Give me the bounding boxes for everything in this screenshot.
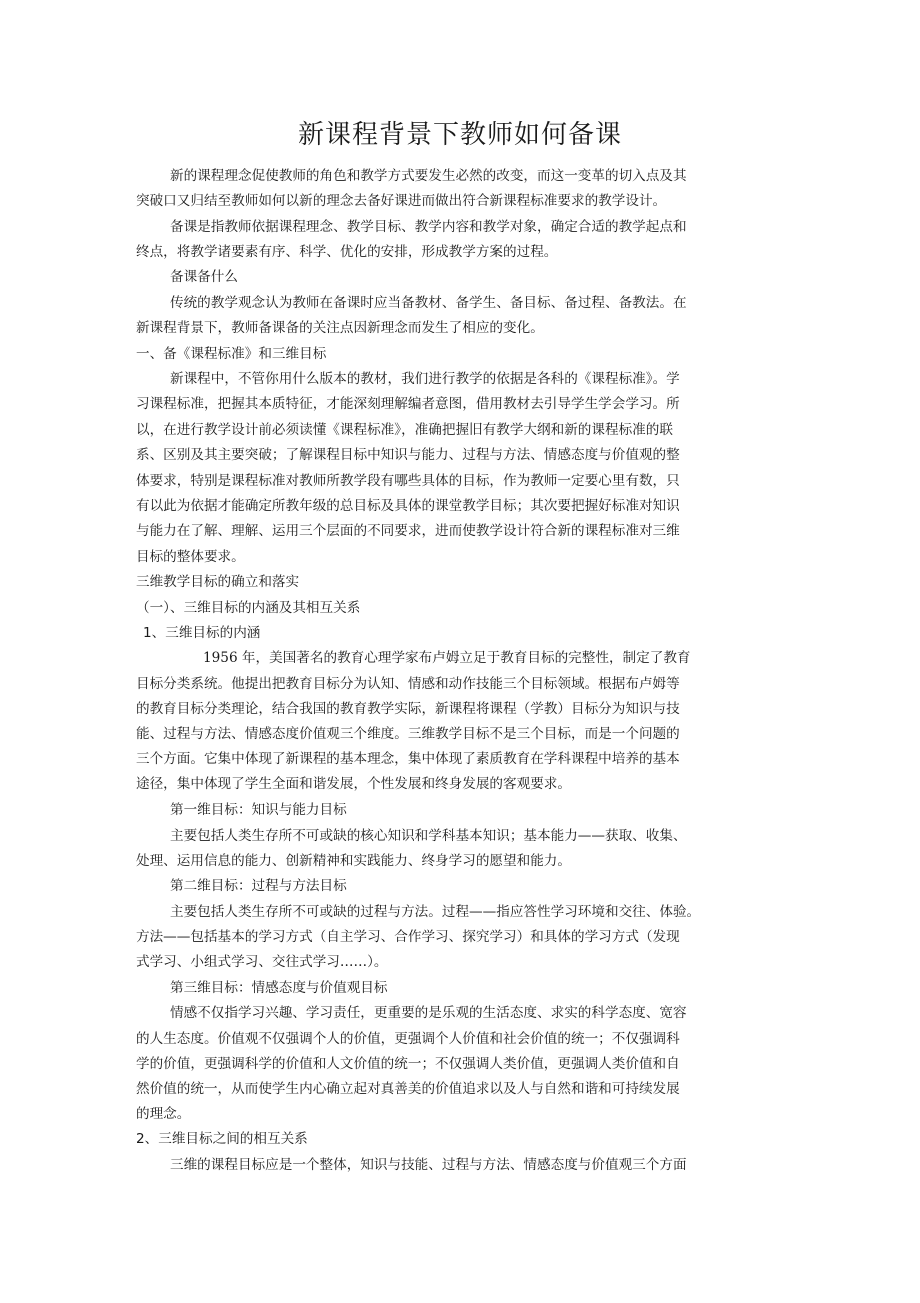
paragraph-line: 三个方面。它集中体现了新课程的基本理念，集中体现了素质教育在学科课程中培养的基本 [136, 751, 680, 767]
paragraph-line: 与能力在了解、理解、运用三个层面的不同要求，进而使教学设计符合新的课程标准对三维 [136, 523, 680, 539]
document-title: 新课程背景下教师如何备课 [297, 120, 622, 150]
paragraph-line: 的教育目标分类理论，结合我国的教育教学实际，新课程将课程（学教）目标分为知识与技 [136, 701, 680, 717]
paragraph-line: 以，在进行教学设计前必须读懂《课程标准》，准确把握旧有教学大纲和新的课程标准的联 [136, 422, 673, 438]
paragraph-line: 新的课程理念促使教师的角色和教学方式要发生必然的改变，而这一变革的切入点及其 [170, 168, 687, 184]
paragraph-line: 主要包括人类生存所不可或缺的过程与方法。过程——指应答性学习环境和交往、体验。 [170, 904, 701, 920]
paragraph-line: 新课程中，不管你用什么版本的教材，我们进行教学的依据是各科的《课程标准》。学 [170, 371, 680, 387]
paragraph-line: 目标分类系统。他提出把教育目标分为认知、情感和动作技能三个目标领域。根据布卢姆等 [136, 676, 680, 692]
section-heading: 三维教学目标的确立和落实 [136, 574, 300, 590]
paragraph-line: 传统的教学观念认为教师在备课时应当备教材、备学生、备目标、备过程、备教法。在 [170, 295, 687, 311]
paragraph-line: 习课程标准，把握其本质特征，才能深刻理解编者意图，借用教材去引导学生学会学习。所 [136, 396, 680, 412]
section-heading: 第一维目标：知识与能力目标 [170, 802, 347, 818]
paragraph-line: 途径，集中体现了学生全面和谐发展，个性发展和终身发展的客观要求。 [136, 776, 571, 792]
paragraph-line: 的理念。 [136, 1106, 191, 1122]
paragraph-line: 1956 年，美国著名的教育心理学家布卢姆立足于教育目标的完整性，制定了教育 [203, 650, 691, 666]
paragraph-line: 学的价值，更强调科学的价值和人文价值的统一；不仅强调人类价值，更强调人类价值和自 [136, 1056, 680, 1072]
paragraph-line: 三维的课程目标应是一个整体，知识与技能、过程与方法、情感态度与价值观三个方面 [170, 1157, 687, 1173]
section-heading: 一、备《课程标准》和三维目标 [136, 346, 327, 362]
paragraph-line: 式学习、小组式学习、交往式学习……）。 [136, 954, 388, 970]
paragraph-line: 有以此为依据才能确定所教年级的总目标及具体的课堂教学目标；其次要把握好标准对知识 [136, 498, 680, 514]
paragraph-line: 方法——包括基本的学习方式（自主学习、合作学习、探究学习）和具体的学习方式（发现 [136, 929, 680, 945]
section-heading: 备课备什么 [170, 269, 238, 285]
paragraph-line: 突破口又归结至教师如何以新的理念去备好课进而做出符合新课程标准要求的教学设计。 [136, 193, 667, 209]
paragraph-line: 体要求，特别是课程标准对教师所教学段有哪些具体的目标，作为教师一定要心里有数，只 [136, 473, 680, 489]
section-heading: 第三维目标：情感态度与价值观目标 [170, 980, 388, 996]
paragraph-line: 处理、运用信息的能力、创新精神和实践能力、终身学习的愿望和能力。 [136, 853, 571, 869]
paragraph-line: 能、过程与方法、情感态度价值观三个维度。三维教学目标不是三个目标，而是一个问题的 [136, 726, 680, 742]
section-heading: 第二维目标：过程与方法目标 [170, 878, 347, 894]
paragraph-line: 终点，将教学诸要素有序、科学、优化的安排，形成教学方案的过程。 [136, 244, 558, 260]
subsection-heading: 2、三维目标之间的相互关系 [136, 1131, 308, 1147]
paragraph-line: 目标的整体要求。 [136, 549, 245, 565]
paragraph-line: 的人生态度。价值观不仅强调个人的价值，更强调个人价值和社会价值的统一；不仅强调科 [136, 1031, 680, 1047]
paragraph-line: 主要包括人类生存所不可或缺的核心知识和学科基本知识；基本能力——获取、收集、 [170, 828, 687, 844]
paragraph-line: 然价值的统一，从而使学生内心确立起对真善美的价值追求以及人与自然和谐和可持续发展 [136, 1081, 680, 1097]
subsection-heading: 1、三维目标的内涵 [143, 625, 261, 641]
paragraph-line: 新课程背景下，教师备课备的关注点因新理念而发生了相应的变化。 [136, 320, 544, 336]
paragraph-line: 情感不仅指学习兴趣、学习责任，更重要的是乐观的生活态度、求实的科学态度、宽容 [170, 1005, 687, 1021]
paragraph-line: 系、区别及其主要突破；了解课程目标中知识与能力、过程与方法、情感态度与价值观的整 [136, 447, 680, 463]
paragraph-line: 备课是指教师依据课程理念、教学目标、教学内容和教学对象，确定合适的教学起点和 [170, 219, 687, 235]
subsection-heading: （一）、三维目标的内涵及其相互关系 [136, 600, 361, 616]
